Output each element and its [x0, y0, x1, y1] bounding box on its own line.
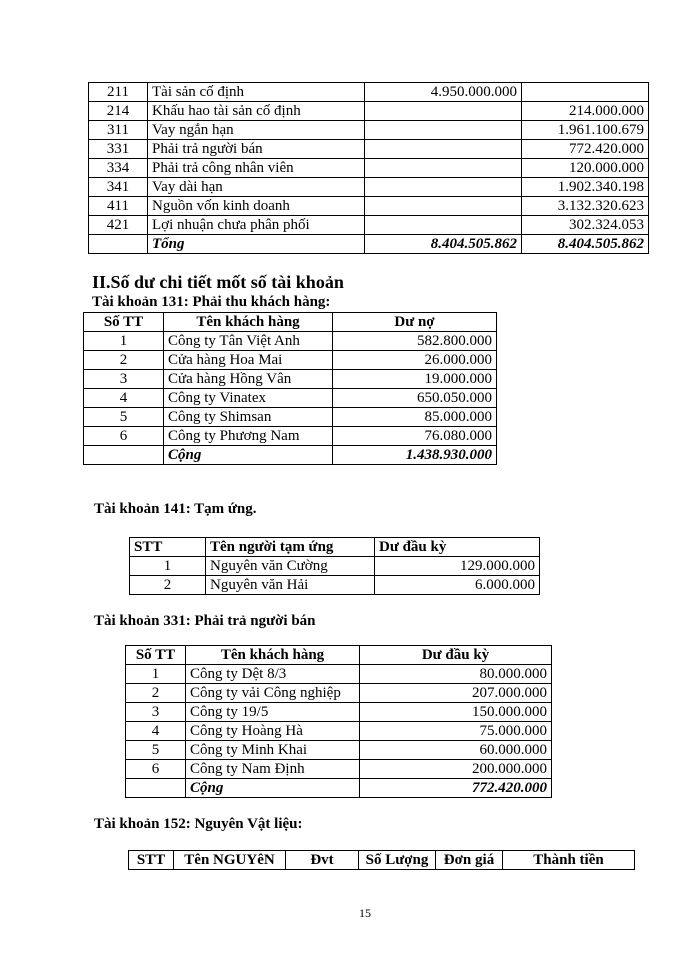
table-cell: 6.000.000 [375, 576, 540, 595]
table-cell: Công ty Shimsan [164, 408, 333, 427]
table-cell [89, 235, 148, 254]
table-cell: 772.420.000 [522, 140, 649, 159]
table-row [126, 684, 552, 703]
balance-table [88, 82, 649, 254]
table-cell: 3 [84, 370, 164, 389]
table-row [84, 332, 497, 351]
total-label: Tổng [148, 235, 365, 254]
table-row [89, 102, 649, 121]
table-cell: 5 [84, 408, 164, 427]
table-cell: Vay ngắn hạn [148, 121, 365, 140]
table-cell: Khấu hao tài sản cố định [148, 102, 365, 121]
table-cell: Cửa hàng Hồng Vân [164, 370, 333, 389]
table-cell: 2 [84, 351, 164, 370]
table-cell: 6 [84, 427, 164, 446]
header-row [130, 538, 540, 557]
table-cell [365, 102, 522, 121]
acc131-table [83, 312, 497, 465]
table-cell: Phải trả công nhân viên [148, 159, 365, 178]
table-row [89, 121, 649, 140]
total-value: 1.438.930.000 [333, 446, 497, 465]
total-row [89, 235, 649, 254]
table-cell: 2 [126, 684, 186, 703]
column-header: Dư đầu kỳ [375, 538, 540, 557]
table-cell: 4.950.000.000 [365, 83, 522, 102]
column-header: STT [129, 851, 174, 870]
column-header: Tên khách hàng [164, 313, 333, 332]
table-row [89, 159, 649, 178]
table-cell [365, 159, 522, 178]
table-cell [365, 216, 522, 235]
table-cell [365, 197, 522, 216]
table-cell: 1 [130, 557, 206, 576]
table-cell: 129.000.000 [375, 557, 540, 576]
table-row [89, 140, 649, 159]
total-credit: 8.404.505.862 [522, 235, 649, 254]
table-cell: 80.000.000 [360, 665, 552, 684]
table-cell: Nguồn vốn kinh doanh [148, 197, 365, 216]
table-cell: 411 [89, 197, 148, 216]
table-row [89, 83, 649, 102]
table-row [84, 408, 497, 427]
page-number: 15 [359, 906, 371, 920]
table-cell: 1 [84, 332, 164, 351]
total-row [126, 779, 552, 798]
table-cell: 76.080.000 [333, 427, 497, 446]
table-row [84, 389, 497, 408]
column-header: Số TT [126, 646, 186, 665]
table-cell: 650.050.000 [333, 389, 497, 408]
table-cell: 5 [126, 741, 186, 760]
table-cell [84, 446, 164, 465]
column-header: Thành tiền [503, 851, 635, 870]
table-row [84, 370, 497, 389]
table-cell: Công ty Minh Khai [186, 741, 360, 760]
table-cell: 4 [126, 722, 186, 741]
table-cell: 3 [126, 703, 186, 722]
table-cell: Lợi nhuận chưa phân phối [148, 216, 365, 235]
column-header: Dư đầu kỳ [360, 646, 552, 665]
table-cell: 120.000.000 [522, 159, 649, 178]
table-row [126, 665, 552, 684]
table-cell: 341 [89, 178, 148, 197]
table-cell: 1.902.340.198 [522, 178, 649, 197]
table-cell: Công ty Dệt 8/3 [186, 665, 360, 684]
table-cell: 200.000.000 [360, 760, 552, 779]
table-cell: 207.000.000 [360, 684, 552, 703]
table-cell: 60.000.000 [360, 741, 552, 760]
table-cell: 211 [89, 83, 148, 102]
acc331-table [125, 645, 552, 798]
table-cell: Công ty Phương Nam [164, 427, 333, 446]
table-cell: Nguyên văn Cường [206, 557, 375, 576]
column-header: Tên người tạm ứng [206, 538, 375, 557]
table-cell: 26.000.000 [333, 351, 497, 370]
table-cell: 214.000.000 [522, 102, 649, 121]
table-cell: Phải trả người bán [148, 140, 365, 159]
table-cell: Vay dài hạn [148, 178, 365, 197]
table-cell: Công ty Hoàng Hà [186, 722, 360, 741]
table-row [126, 760, 552, 779]
table-cell: 582.800.000 [333, 332, 497, 351]
table-cell: 75.000.000 [360, 722, 552, 741]
table-row [126, 703, 552, 722]
total-label: Cộng [164, 446, 333, 465]
table-cell: 1.961.100.679 [522, 121, 649, 140]
table-row [130, 557, 540, 576]
table-cell: 1 [126, 665, 186, 684]
table-cell [126, 779, 186, 798]
table-cell: Cửa hàng Hoa Mai [164, 351, 333, 370]
column-header: STT [130, 538, 206, 557]
acc152-table [128, 850, 635, 870]
table-row [89, 216, 649, 235]
acc141-title: Tài khoản 141: Tạm ứng. [94, 501, 257, 517]
table-cell: Nguyên văn Hải [206, 576, 375, 595]
table-cell: 3.132.320.623 [522, 197, 649, 216]
table-cell: Công ty Tân Việt Anh [164, 332, 333, 351]
table-cell: 2 [130, 576, 206, 595]
table-cell: 6 [126, 760, 186, 779]
table-cell: 331 [89, 140, 148, 159]
total-value: 772.420.000 [360, 779, 552, 798]
table-cell: Công ty vải Công nghiệp [186, 684, 360, 703]
column-header: Số Lượng [359, 851, 436, 870]
header-row [126, 646, 552, 665]
table-cell [365, 178, 522, 197]
table-row [89, 178, 649, 197]
section-title: II.Số dư chi tiết mốt số tài khoản [92, 272, 344, 292]
table-cell: Tài sản cố định [148, 83, 365, 102]
total-label: Cộng [186, 779, 360, 798]
acc131-title: Tài khoản 131: Phải thu khách hàng: [92, 294, 331, 310]
column-header: Số TT [84, 313, 164, 332]
table-row [130, 576, 540, 595]
total-row [84, 446, 497, 465]
table-cell: 85.000.000 [333, 408, 497, 427]
column-header: Tên NGUYêN [174, 851, 286, 870]
table-cell: 311 [89, 121, 148, 140]
total-debit: 8.404.505.862 [365, 235, 522, 254]
column-header: Đơn giá [436, 851, 503, 870]
table-cell [522, 83, 649, 102]
table-cell: Công ty Nam Định [186, 760, 360, 779]
table-row [126, 722, 552, 741]
table-cell: 302.324.053 [522, 216, 649, 235]
column-header: Đvt [286, 851, 359, 870]
table-cell: 150.000.000 [360, 703, 552, 722]
column-header: Dư nợ [333, 313, 497, 332]
table-cell: Công ty 19/5 [186, 703, 360, 722]
table-cell [365, 121, 522, 140]
column-header: Tên khách hàng [186, 646, 360, 665]
table-row [89, 197, 649, 216]
table-cell: 19.000.000 [333, 370, 497, 389]
header-row [84, 313, 497, 332]
table-row [84, 351, 497, 370]
table-cell: 334 [89, 159, 148, 178]
acc152-title: Tài khoản 152: Nguyên Vật liệu: [94, 816, 303, 832]
table-cell: 421 [89, 216, 148, 235]
table-cell: Công ty Vinatex [164, 389, 333, 408]
header-row [129, 851, 635, 870]
acc141-table [129, 537, 540, 595]
table-cell: 4 [84, 389, 164, 408]
acc331-title: Tài khoản 331: Phải trả người bán [94, 613, 316, 629]
table-cell: 214 [89, 102, 148, 121]
table-cell [365, 140, 522, 159]
table-row [84, 427, 497, 446]
table-row [126, 741, 552, 760]
